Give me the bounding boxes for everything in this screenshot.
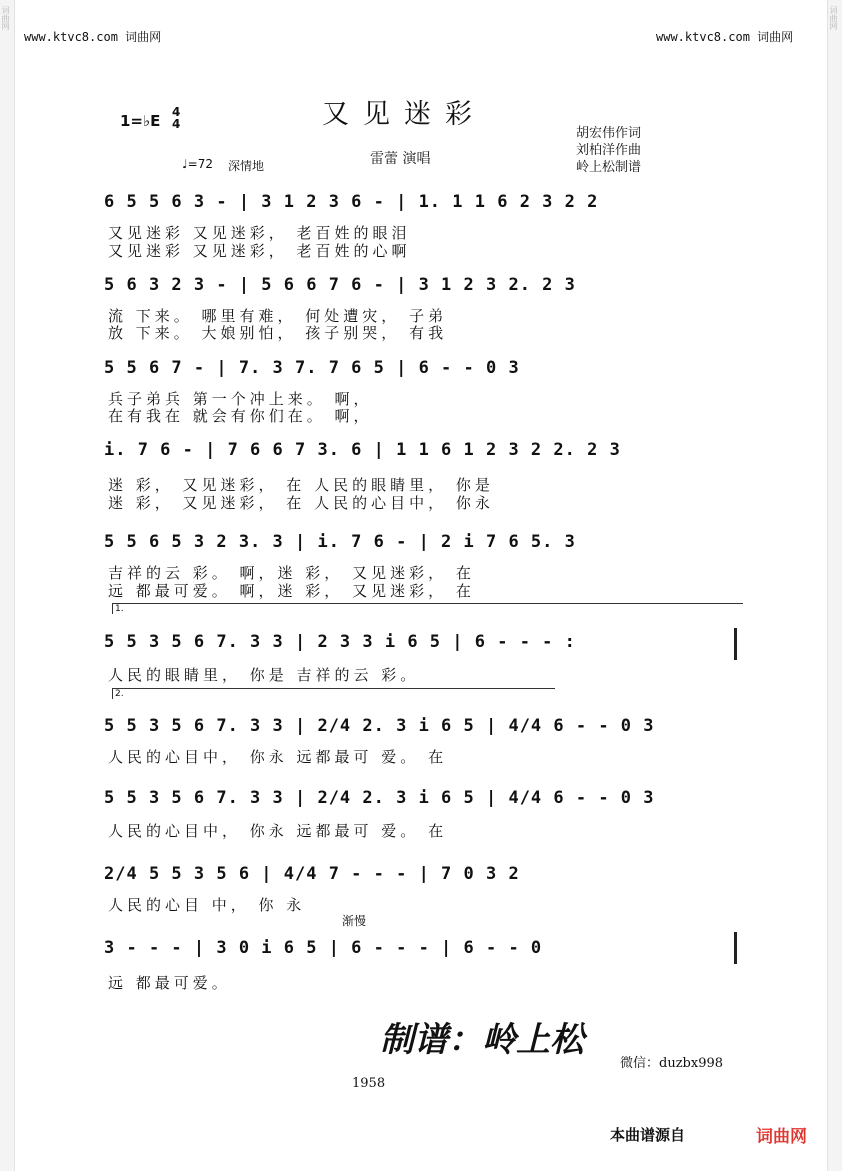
arranger-signature: 制谱：岭上松: [380, 1020, 584, 1060]
lyric-verse-1: 又见迷彩 又见迷彩， 老百姓的眼泪: [108, 224, 411, 242]
site-header-left[interactable]: www.ktvc8.com 词曲网: [24, 30, 162, 44]
notation-line: 3 - - - | 3 0 i 6 5 | 6 - - - | 6 - - 0: [104, 938, 543, 958]
lyric-verse-1: 兵子弟兵 第一个冲上来。 啊，: [108, 390, 373, 408]
lyric-verse-1: 迷 彩， 又见迷彩， 在 人民的眼睛里， 你是: [108, 476, 494, 494]
year: 1958: [352, 1076, 386, 1091]
lyric-verse-1: 吉祥的云 彩。 啊，迷 彩， 又见迷彩， 在: [108, 564, 475, 582]
lyric-line: 远 都最可爱。: [108, 974, 231, 992]
wechat-id: 微信：duzbx998: [620, 1056, 724, 1071]
site-header-right[interactable]: www.ktvc8.com 词曲网: [656, 30, 794, 44]
source-brand-link[interactable]: 词曲网: [756, 1127, 807, 1147]
lyric-line: 人民的心目中， 你永 远都最可 爱。 在: [108, 822, 448, 840]
final-barline: [734, 932, 737, 964]
lyric-verse-2: 在有我在 就会有你们在。 啊，: [108, 407, 373, 425]
lyric-line: 人民的心目 中， 你 永: [108, 896, 306, 914]
singer: 雷蕾 演唱: [370, 151, 431, 167]
notation-line: i. 7 6 - | 7 6 6 7 3. 6 | 1 1 6 1 2 3 2 2. 2 3: [104, 440, 621, 460]
arranger: 岭上松制谱: [576, 160, 642, 175]
notation-line: 5 5 3 5 6 7. 3 3 | 2/4 2. 3 i 6 5 | 4/4 6 - - 0 3: [104, 716, 655, 736]
ritardando-mark: 渐慢: [342, 914, 367, 928]
song-title: 又见迷彩: [322, 99, 486, 130]
lyric-verse-2: 远 都最可爱。 啊，迷 彩， 又见迷彩， 在: [108, 582, 475, 600]
lyric-line: 人民的眼睛里， 你是 吉祥的云 彩。: [108, 666, 420, 684]
right-margin-strip: [827, 0, 842, 1171]
notation-line: 2/4 5 5 3 5 6 | 4/4 7 - - - | 7 0 3 2: [104, 864, 520, 884]
notation-line: 6 5 5 6 3 - | 3 1 2 3 6 - | 1. 1 1 6 2 3 2 2: [104, 192, 599, 212]
notation-line: 5 6 3 2 3 - | 5 6 6 7 6 - | 3 1 2 3 2. 2 3: [104, 275, 576, 295]
notation-line: 5 5 6 5 3 2 3. 3 | i. 7 6 - | 2 i 7 6 5. 3: [104, 532, 576, 552]
second-ending-bracket: 2.: [112, 688, 555, 699]
notation-line: 5 5 6 7 - | 7. 3 7. 7 6 5 | 6 - - 0 3: [104, 358, 520, 378]
composer: 刘柏洋作曲: [576, 143, 642, 158]
lyric-verse-2: 放 下来。 大娘别怕， 孩子别哭， 有我: [108, 324, 448, 342]
repeat-bar: [734, 628, 737, 660]
lyric-verse-2: 迷 彩， 又见迷彩， 在 人民的心目中， 你永: [108, 494, 494, 512]
source-label: 本曲谱源自: [610, 1126, 686, 1144]
first-ending-bracket: 1.: [112, 603, 743, 614]
lyric-verse-2: 又见迷彩 又见迷彩， 老百姓的心啊: [108, 242, 411, 260]
time-signature: 4 4: [172, 105, 181, 131]
side-text: 词曲网: [1, 6, 10, 30]
lyric-verse-1: 流 下来。 哪里有难， 何处遭灾， 子弟: [108, 307, 448, 325]
side-text: 词曲网: [829, 6, 838, 30]
notation-line: 5 5 3 5 6 7. 3 3 | 2/4 2. 3 i 6 5 | 4/4 6 - - 0 3: [104, 788, 655, 808]
tempo: ♩=72: [182, 157, 213, 171]
lyricist: 胡宏伟作词: [576, 126, 642, 141]
expression: 深情地: [228, 159, 265, 173]
left-margin-strip: [0, 0, 15, 1171]
lyric-line: 人民的心目中， 你永 远都最可 爱。 在: [108, 748, 448, 766]
key-signature: 1=♭E: [120, 112, 161, 130]
notation-line: 5 5 3 5 6 7. 3 3 | 2 3 3 i 6 5 | 6 - - - :: [104, 632, 576, 652]
